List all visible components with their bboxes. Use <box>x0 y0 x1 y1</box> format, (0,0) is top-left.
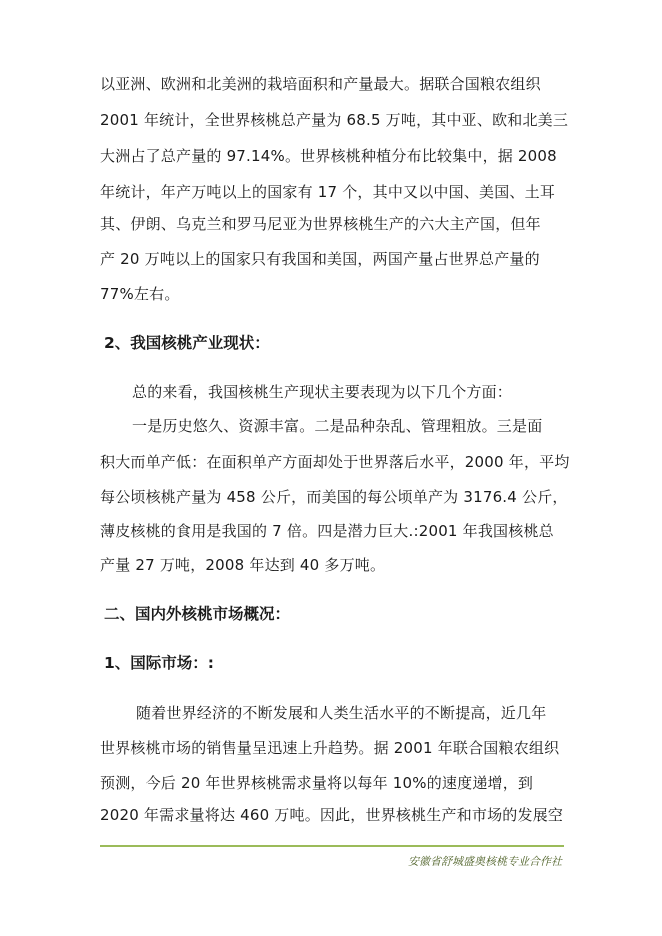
paragraph-line: 随着世界经济的不断发展和人类生活水平的不断提高，近几年 <box>136 704 547 722</box>
paragraph-line: 以亚洲、欧洲和北美洲的栽培面积和产量最大。据联合国粮农组织 <box>100 75 541 93</box>
paragraph-line: 大洲占了总产量的 97.14%。世界核桃种植分布比较集中，据 2008 <box>100 147 557 165</box>
paragraph-line: 一是历史悠久、资源丰富。二是品种杂乱、管理粗放。三是面 <box>132 417 543 435</box>
footer-rule <box>100 845 564 847</box>
paragraph-line: 薄皮核桃的食用是我国的 7 倍。四是潜力巨大.:2001 年我国核桃总 <box>100 522 554 540</box>
section-heading: 2、我国核桃产业现状： <box>104 334 270 352</box>
paragraph-line: 总的来看，我国核桃生产现状主要表现为以下几个方面： <box>132 383 513 401</box>
paragraph-line: 2020 年需求量将达 460 万吨。因此，世界核桃生产和市场的发展空 <box>100 806 564 824</box>
paragraph-line: 世界核桃市场的销售量呈迅速上升趋势。据 2001 年联合国粮农组织 <box>100 739 560 757</box>
subsection-heading: 1、国际市场：: <box>104 654 214 672</box>
paragraph-line: 产 20 万吨以上的国家只有我国和美国，两国产量占世界总产量的 <box>100 250 540 268</box>
paragraph-line: 77%左右。 <box>100 285 180 303</box>
paragraph-line: 产量 27 万吨，2008 年达到 40 多万吨。 <box>100 556 386 574</box>
chapter-heading: 二、国内外核桃市场概况： <box>104 605 291 623</box>
footer-text: 安徽省舒城盛奥核桃专业合作社 <box>408 855 562 868</box>
paragraph-line: 每公顷核桃产量为 458 公斤，而美国的每公顷单产为 3176.4 公斤， <box>100 488 568 506</box>
paragraph-line: 积大而单产低：在面积单产方面却处于世界落后水平，2000 年，平均 <box>100 453 570 471</box>
paragraph-line: 2001 年统计，全世界核桃总产量为 68.5 万吨，其中亚、欧和北美三 <box>100 111 569 129</box>
paragraph-line: 其、伊朗、乌克兰和罗马尼亚为世界核桃生产的六大主产国，但年 <box>100 215 541 233</box>
paragraph-line: 预测，今后 20 年世界核桃需求量将以每年 10%的速度递增，到 <box>100 774 534 792</box>
paragraph-line: 年统计，年产万吨以上的国家有 17 个，其中又以中国、美国、土耳 <box>100 183 556 201</box>
